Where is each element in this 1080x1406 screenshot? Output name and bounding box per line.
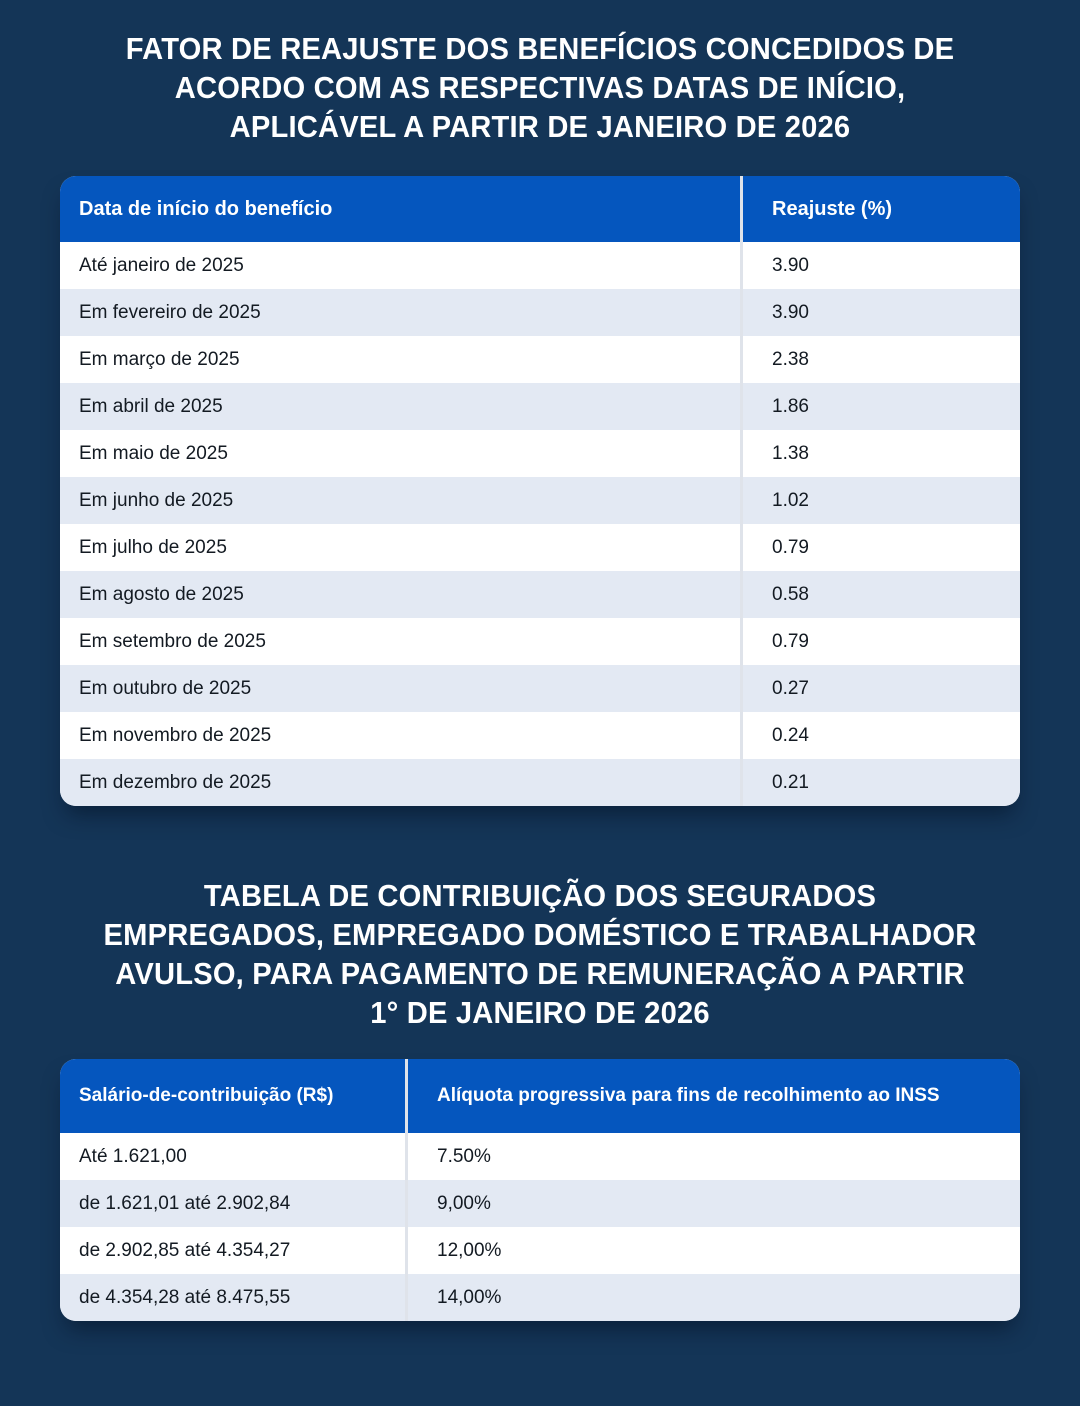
- reajuste-value-cell: 0.27: [740, 665, 1020, 712]
- benefit-date-cell: Em maio de 2025: [79, 442, 228, 464]
- reajuste-value-cell: 0.79: [740, 618, 1020, 665]
- contribuicao-table: [60, 1059, 1020, 1321]
- reajuste-value-cell: 3.90: [740, 289, 1020, 336]
- aliquota-value-cell: 7.50%: [405, 1133, 1020, 1180]
- benefit-date-cell: Em abril de 2025: [79, 395, 223, 417]
- benefit-date-cell: Em outubro de 2025: [79, 677, 252, 699]
- table-row: [60, 477, 1020, 524]
- aliquota-col-header: Alíquota progressiva para fins de recolhimento ao INSS: [405, 1059, 1020, 1133]
- reajuste-value-cell: 0.79: [740, 524, 1020, 571]
- table-row: [60, 571, 1020, 618]
- table-row: [60, 712, 1020, 759]
- reajuste-table-header-row: [60, 176, 1020, 242]
- table-row: [60, 1274, 1020, 1321]
- reajuste-value-cell: 0.58: [740, 571, 1020, 618]
- salario-range-cell: Até 1.621,00: [79, 1145, 187, 1167]
- salario-range-cell: de 4.354,28 até 8.475,55: [79, 1286, 291, 1308]
- contribuicao-table-header-row: [60, 1059, 1020, 1133]
- contribuicao-title-line-1: TABELA DE CONTRIBUIÇÃO DOS SEGURADOS: [203, 878, 877, 913]
- benefit-date-cell: Em março de 2025: [79, 348, 240, 370]
- benefit-date-cell: Em dezembro de 2025: [79, 771, 272, 793]
- reajuste-table: [60, 176, 1020, 806]
- reajuste-title-line-3: APLICÁVEL A PARTIR DE JANEIRO DE 2026: [229, 109, 851, 144]
- table-row: [60, 383, 1020, 430]
- benefit-date-cell: Até janeiro de 2025: [79, 254, 244, 276]
- benefit-date-cell: Em setembro de 2025: [79, 630, 266, 652]
- salario-range-cell: de 1.621,01 até 2.902,84: [79, 1192, 291, 1214]
- reajuste-value-cell: 0.21: [740, 759, 1020, 806]
- benefit-date-cell: Em fevereiro de 2025: [79, 301, 261, 323]
- contribuicao-title-line-3: AVULSO, PARA PAGAMENTO DE REMUNERAÇÃO A PARTIR: [115, 956, 965, 991]
- reajuste-title-line-1: FATOR DE REAJUSTE DOS BENEFÍCIOS CONCEDIDOS DE: [125, 31, 955, 66]
- table-row: [60, 759, 1020, 806]
- contribuicao-title-line-4: 1° DE JANEIRO DE 2026: [370, 995, 710, 1030]
- table-row: [60, 336, 1020, 383]
- reajuste-col1-header: Data de início do benefício: [79, 197, 333, 220]
- benefit-date-cell: Em agosto de 2025: [79, 583, 244, 605]
- benefit-date-cell: Em julho de 2025: [79, 536, 227, 558]
- reajuste-value-cell: 1.02: [740, 477, 1020, 524]
- table-row: [60, 1133, 1020, 1180]
- benefit-date-cell: Em junho de 2025: [79, 489, 234, 511]
- reajuste-title-line-2: ACORDO COM AS RESPECTIVAS DATAS DE INÍCIO,: [174, 70, 906, 105]
- reajuste-value-cell: 0.24: [740, 712, 1020, 759]
- contribuicao-title: [32, 876, 1047, 1032]
- reajuste-value-cell: 2.38: [740, 336, 1020, 383]
- table-row: [60, 618, 1020, 665]
- reajuste-value-cell: 3.90: [740, 242, 1020, 289]
- aliquota-value-cell: 12,00%: [405, 1227, 1020, 1274]
- reajuste-col2-header: Reajuste (%): [740, 176, 1020, 242]
- reajuste-value-cell: 1.38: [740, 430, 1020, 477]
- table-row: [60, 289, 1020, 336]
- table-row: [60, 665, 1020, 712]
- table-row: [60, 524, 1020, 571]
- table-row: [60, 1180, 1020, 1227]
- contribuicao-title-line-2: EMPREGADOS, EMPREGADO DOMÉSTICO E TRABALHADOR: [103, 917, 977, 952]
- aliquota-value-cell: 9,00%: [405, 1180, 1020, 1227]
- reajuste-value-cell: 1.86: [740, 383, 1020, 430]
- table-row: [60, 242, 1020, 289]
- benefit-date-cell: Em novembro de 2025: [79, 724, 272, 746]
- reajuste-title: [32, 0, 1047, 146]
- table-row: [60, 430, 1020, 477]
- salario-range-cell: de 2.902,85 até 4.354,27: [79, 1239, 291, 1261]
- table-row: [60, 1227, 1020, 1274]
- salario-col-header: Salário-de-contribuição (R$): [79, 1085, 334, 1106]
- aliquota-value-cell: 14,00%: [405, 1274, 1020, 1321]
